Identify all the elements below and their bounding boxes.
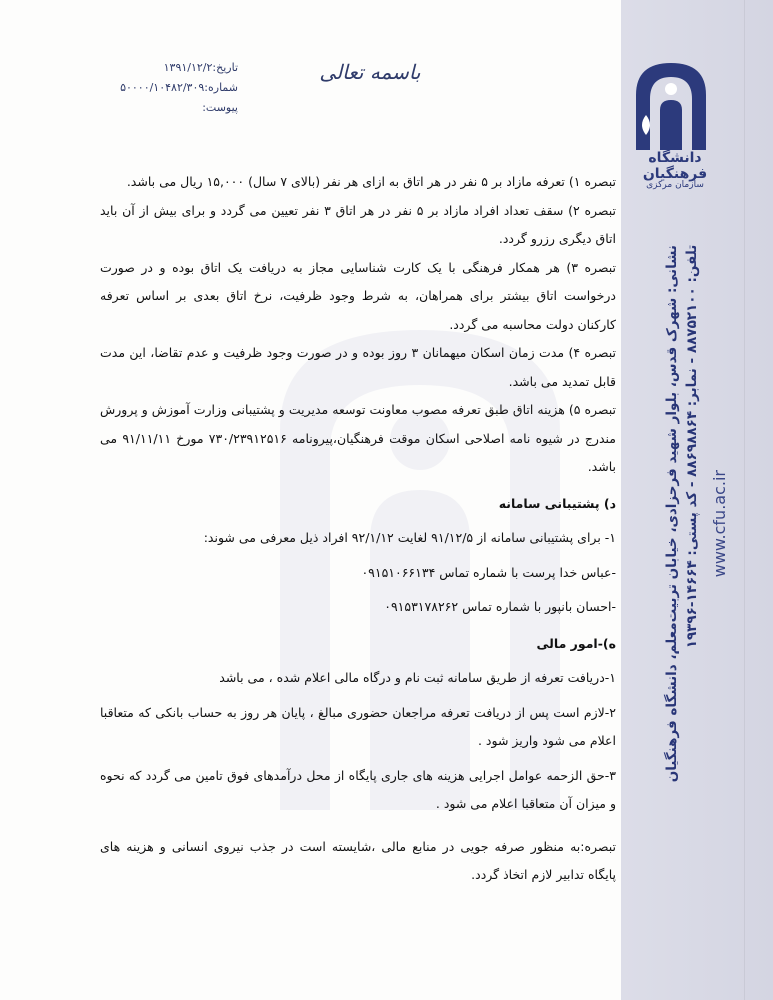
contact-phones: تلفن: ۸۸۷۵۲۱۰۰ - نمابر: ۸۸۶۹۸۸۶۴ - کد پستی: ۱۴۶۶۴-۱۹۳۹۶ [684, 245, 700, 649]
date-line [88, 58, 238, 78]
section-e-item-1: ۱-دریافت تعرفه از طریق سامانه ثبت نام و درگاه مالی اعلام شده ، می باشد [219, 670, 616, 685]
university-logo-icon [626, 55, 716, 165]
note-3: تبصره ۳) هر همکار فرهنگی با یک کارت شناسایی مجاز به دریافت یک اتاق بوده و در صورت درخواست اتاق بیشتر برای همراهان، به شرط وجود ظرفیت، نرخ اتاق بعدی بر اساس تعرفه کارکنان دولت محاسبه می گردد. [100, 259, 616, 332]
note-5: تبصره ۵) هزینه اتاق طبق تعرفه مصوب معاونت توسعه مدیریت و پشتیبانی وزارت آموزش و پرورش مندرج در شیوه نامه اصلاحی اسکان موقت فرهنگیان،پیرونامه ۷۳۰/۲۳۹۱۲۵۱۶ مورخ ۹۱/۱۱/۱۱ می باشد. [100, 402, 617, 474]
section-d-title: د) پشتیبانی سامانه [498, 495, 616, 511]
contact-website: www.cfu.ac.ir [710, 470, 729, 578]
number-line [88, 78, 238, 98]
logo-subtitle: سازمان مرکزی [646, 180, 704, 190]
note-4: تبصره ۴) مدت زمان اسکان میهمانان ۳ روز بوده و در صورت وجود ظرفیت و عدم تقاضا، این مدت قابل تمدید می باشد. [100, 345, 616, 389]
date-label: تاریخ: [212, 61, 238, 74]
letter-heading: باسمه تعالی [319, 60, 421, 84]
letter-body [100, 168, 616, 890]
section-d-item-1: ۱- برای پشتیبانی سامانه از ۹۱/۱۲/۵ لغایت ۹۲/۱/۱۲ افراد ذیل معرفی می شوند: [203, 530, 616, 545]
support-person-2: -احسان بانپور با شماره تماس ۰۹۱۵۳۱۷۸۲۶۲ [384, 599, 616, 614]
final-note: تبصره:به منظور صرفه جویی در منابع مالی ،شایسته است در جذب نیروی انسانی و هزینه های پایگاه تدابیر لازم اتخاذ گردد. [100, 838, 616, 882]
contact-address: نشانی: شهرک قدس، بلوار شهید فرحزادی، خیابان تربیت‌معلم، دانشگاه فرهنگیان [664, 245, 680, 783]
attachment-label: پیوست: [202, 101, 238, 114]
letterhead-contact-block [662, 245, 702, 965]
letter-meta [88, 58, 238, 118]
note-1: تبصره ۱) تعرفه مازاد بر ۵ نفر در هر اتاق به ازای هر نفر (بالای ۷ سال) ۱۵,۰۰۰ ریال می باشد. [126, 174, 616, 189]
number-label: شماره: [204, 81, 238, 94]
note-2: تبصره ۲) سقف تعداد افراد مازاد بر ۵ نفر در هر اتاق ۳ نفر تعیین می گردد و برای بیش از آن باید اتاق دیگری رزرو گردد. [100, 202, 616, 246]
attachment-line [88, 98, 238, 118]
support-person-1: -عباس خدا پرست با شماره تماس ۰۹۱۵۱۰۶۶۱۳۴ [361, 564, 616, 580]
section-e-item-2: ۲-لازم است پس از دریافت تعرفه مراجعان حضوری مبالغ ، پایان هر روز به حساب بانکی که متعاقبا اعلام می شود واریز شود . [100, 704, 616, 748]
section-e-title: ه)-امور مالی [536, 635, 616, 651]
logo-university-name: دانشگاه فرهنگیان [642, 150, 708, 182]
section-e-item-3: ۳-حق الزحمه عوامل اجرایی هزینه های جاری پایگاه از محل درآمدهای فوق تامین می گردد که نحوه و میزان آن متعاقبا اعلام می شود . [100, 767, 616, 811]
number-value: ۵۰۰۰۰/۱۰۴۸۲/۳۰۹ [120, 81, 205, 94]
date-value: ۱۳۹۱/۱۲/۲ [163, 61, 213, 74]
page-edge-line [744, 0, 745, 1000]
